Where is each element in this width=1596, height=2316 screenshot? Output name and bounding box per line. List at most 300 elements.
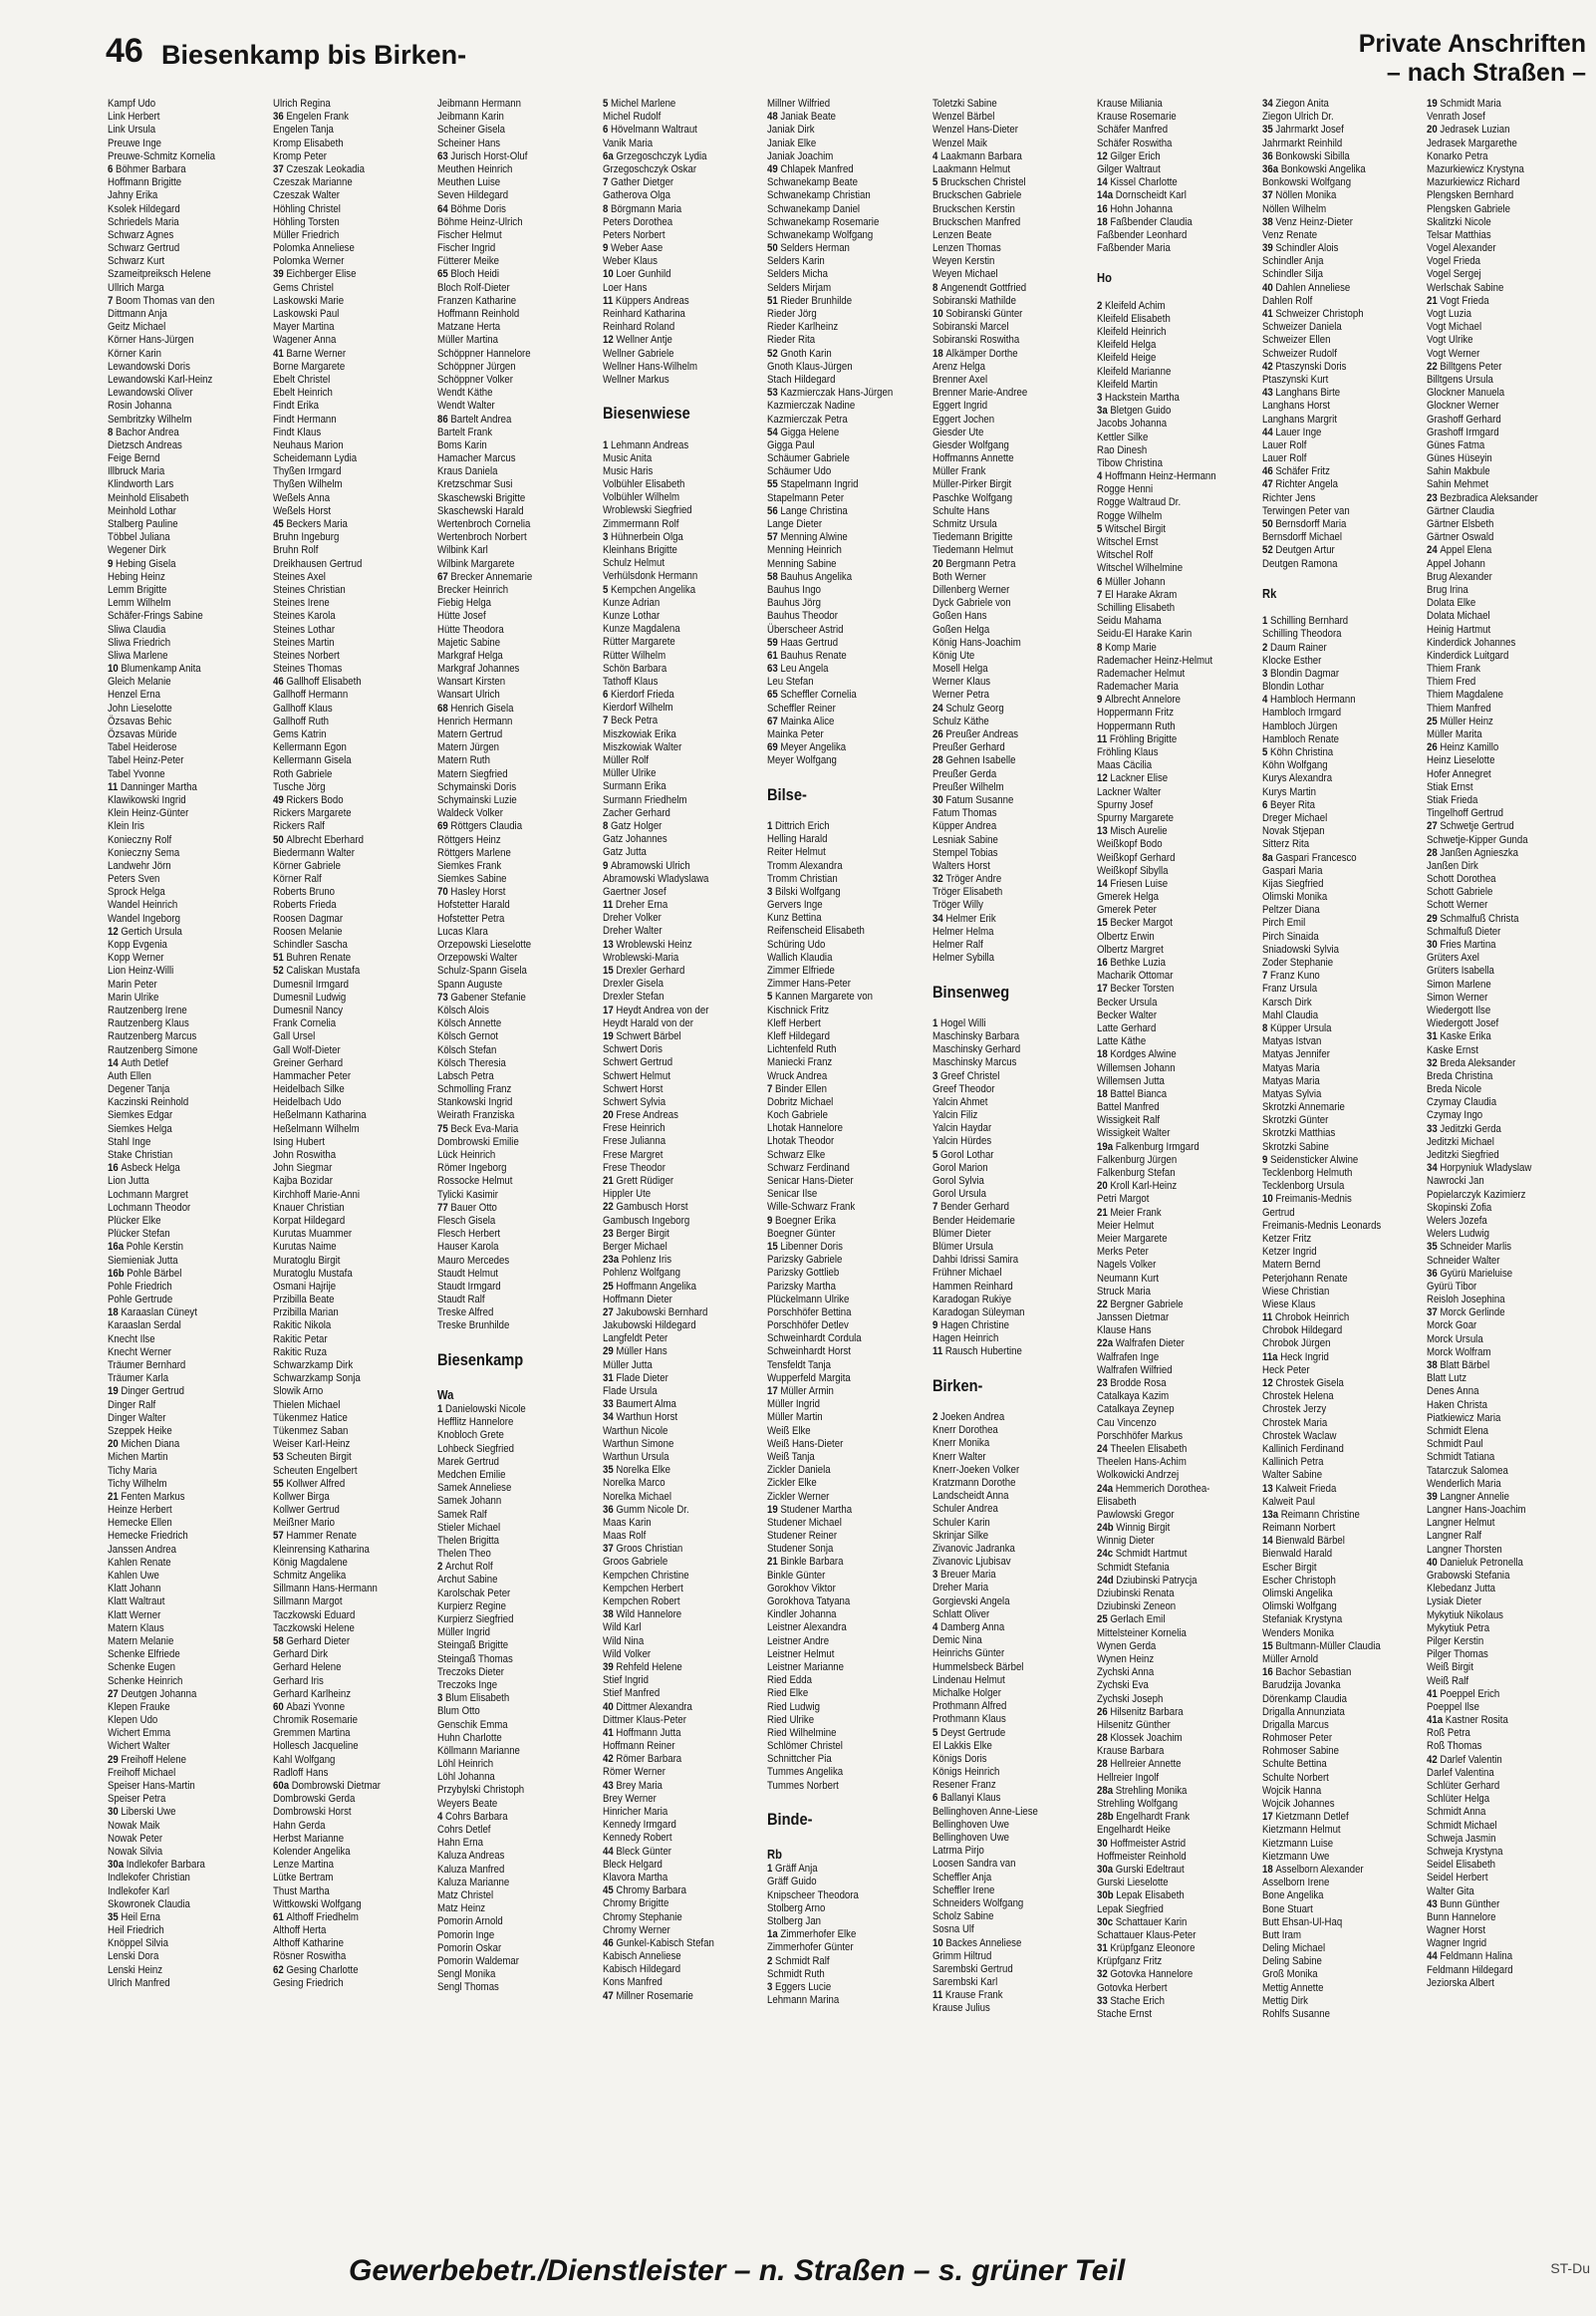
directory-entry: Genschik Emma [437,1718,508,1731]
directory-entry: Deling Michael [1261,1942,1325,1955]
directory-entry: Taczkowski Helene [272,1621,355,1634]
directory-entry: Herbst Marianne [272,1832,344,1845]
directory-entry: Janiak Elke [767,137,817,149]
directory-entry: Catalkaya Kazim [1097,1390,1170,1403]
directory-entry: 30c Schattauer Karin [1097,1915,1188,1928]
directory-entry: Plücker Stefan [108,1228,170,1241]
directory-entry: Engelhardt Heike [1097,1824,1171,1837]
directory-entry: Hammen Reinhard [931,1280,1013,1293]
directory-entry: Weißkopf Bodo [1097,838,1163,851]
directory-entry: 10 Blumenkamp Anita [108,663,201,676]
directory-entry: Matern Jürgen [437,741,500,754]
directory-entry: Brey Werner [602,1792,657,1805]
directory-entry: Dreher Maria [931,1582,988,1594]
directory-entry: Schweizer Rudolf [1261,347,1337,360]
directory-entry: Römer Werner [602,1766,665,1779]
directory-entry: Grabowski Stefania [1427,1570,1510,1582]
directory-entry: Schäumer Gabriele [767,452,850,465]
directory-entry: Illbruck Maria [108,465,165,478]
directory-entry: Knipscheer Theodora [767,1888,859,1901]
directory-entry: Janiak Dirk [767,124,815,137]
directory-entry: 29 Müller Hans [602,1345,667,1358]
directory-entry: Brug Alexander [1427,570,1492,583]
directory-entry: Radloff Hans [272,1766,328,1779]
directory-entry: Lenzen Beate [931,228,991,241]
directory-entry: Fröhling Klaus [1097,746,1159,758]
directory-entry: Dinger Walter [108,1411,166,1424]
directory-entry: Tiedemann Helmut [931,544,1013,557]
directory-entry: Norelka Marco [602,1477,665,1490]
directory-entry: Mittelsteiner Kornelia [1097,1626,1187,1639]
directory-entry: Bellinghoven Uwe [931,1818,1009,1831]
directory-entry: 40 Danieluk Petronella [1427,1556,1523,1569]
directory-entry: König Ute [931,649,974,662]
directory-entry: 39 Eichberger Elise [272,268,356,281]
directory-entry: Michalke Holger [931,1686,1001,1699]
directory-entry: Sengl Thomas [437,1981,499,1994]
directory-entry: Music Haris [602,464,653,477]
directory-entry: Hollesch Jacqueline [272,1740,359,1753]
directory-entry: Konieczny Rolf [108,833,172,846]
directory-entry: Schott Gabriele [1427,886,1493,899]
directory-entry [1262,602,1404,615]
directory-entry: Gervers Inge [767,899,823,912]
directory-entry: Kahl Wolfgang [272,1753,335,1766]
directory-entry: Przibilla Beate [272,1294,335,1306]
directory-entry: 9 Abramowski Ulrich [602,859,690,872]
directory-entry: Kollwer Gertrud [272,1504,340,1517]
directory-entry: Sillmann Hans-Hermann [272,1583,378,1595]
directory-entry: Sitterz Rita [1261,838,1309,851]
directory-entry: Kolender Angelika [272,1845,351,1858]
directory-entry: Chromy Stephanie [602,1910,682,1923]
directory-entry: Tummes Angelika [767,1766,844,1779]
directory-entry: Abramowski Wladyslawa [602,872,708,885]
directory-entry: 50 Bernsdorff Maria [1261,518,1346,530]
directory-entry: 5 Bruckschen Christel [931,176,1026,189]
directory-entry: Mettig Dirk [1261,1994,1308,2007]
section-title-line-1: Private Anschriften [1358,30,1586,58]
directory-entry: Klepen Frauke [108,1700,170,1713]
directory-entry: Schmolling Franz [437,1083,512,1096]
directory-entry: Schmitz Ursula [931,518,997,530]
directory-entry: Knobloch Grete [437,1429,504,1442]
directory-entry: Gnoth Klaus-Jürgen [767,360,853,373]
directory-entry: Skaschewski Harald [437,504,524,517]
directory-entry: Dombrowski Gerda [272,1793,355,1806]
directory-entry: 26 Heinz Kamillo [1427,741,1499,754]
directory-entry: 7 Boom Thomas van den [108,294,215,307]
directory-entry: Heßelmann Wilhelm [272,1122,360,1135]
directory-column [1097,98,1238,2212]
directory-entry: Willemsen Jutta [1097,1074,1165,1087]
directory-entry: Steines Norbert [272,649,340,662]
directory-entry: Peters Dorothea [602,215,672,228]
directory-entry: 15 Bultmann-Müller Claudia [1261,1639,1381,1652]
directory-entry: Borne Margarete [272,360,345,373]
directory-entry: 12 Gertich Ursula [108,925,182,938]
directory-entry: Körner Karin [108,347,162,360]
directory-entry: 40 Dahlen Anneliese [1261,281,1350,294]
directory-entry: 39 Rehfeld Helene [602,1660,682,1673]
directory-entry: Tichy Maria [108,1464,157,1477]
directory-entry: Hebing Heinz [108,570,165,583]
directory-entry: Schott Dorothea [1427,873,1496,886]
directory-entry: Sniadowski Sylvia [1261,943,1339,956]
directory-entry: Seidel Elisabeth [1427,1859,1496,1872]
directory-entry: Körner Ralf [272,873,322,886]
directory-entry: Schwarz Ferdinand [767,1161,850,1174]
directory-entry: Cohrs Detlef [437,1824,491,1836]
directory-entry: Kennedy Irmgard [602,1819,676,1832]
directory-entry: Pomorin Waldemar [437,1954,519,1967]
directory-column [273,98,414,2212]
directory-entry: 24b Winnig Birgit [1097,1522,1171,1535]
directory-entry: 36 Bonkowski Sibilla [1261,149,1350,162]
directory-entry: 20 Frese Andreas [602,1109,678,1122]
directory-entry: 23 Brodde Rosa [1097,1377,1167,1389]
directory-entry: Dillenberg Werner [931,583,1009,596]
directory-entry: Landwehr Jörn [108,859,171,872]
directory-entry: Mykytiuk Nikolaus [1427,1608,1503,1621]
directory-entry: 14 Bienwald Bärbel [1261,1535,1345,1548]
directory-entry: Speiser Hans-Martin [108,1780,195,1792]
directory-entry: Stake Christian [108,1149,173,1161]
directory-entry: Thiem Magdalene [1427,689,1504,702]
directory-entry: Miszkowiak Walter [602,740,681,753]
directory-entry: 62 Gesing Charlotte [272,1963,359,1976]
directory-entry [437,1372,579,1385]
directory-entry: Schenke Eugen [108,1661,175,1674]
directory-entry: Sarembski Gertrud [931,1962,1013,1975]
directory-entry: 2 Schmidt Ralf [767,1954,830,1967]
directory-entry: 22 Bergner Gabriele [1097,1298,1184,1310]
directory-entry: Matern Melanie [108,1634,174,1647]
directory-entry: Kurutas Naime [272,1241,337,1254]
directory-entry: Zickler Werner [767,1490,830,1503]
directory-entry: Dittmer Klaus-Peter [602,1713,686,1726]
directory-entry: Günes Hüseyin [1427,452,1492,465]
directory-entry: Flesch Gisela [437,1214,496,1227]
directory-entry: Schäfer Manfred [1097,124,1169,137]
directory-entry: Boegner Günter [767,1227,836,1240]
directory-entry: Hemecke Friedrich [108,1530,188,1543]
directory-entry: Archut Sabine [437,1574,498,1587]
directory-entry: 33 Stache Erich [1097,1994,1165,2007]
directory-entry: Loosen Sandra van [931,1858,1015,1871]
directory-entry: 3 Hackstein Martha [1097,391,1180,404]
directory-entry: Weyen Michael [931,268,998,281]
directory-entry: 11 Danninger Martha [108,780,197,793]
directory-entry: Klatt Johann [108,1583,161,1595]
directory-entry: Wichert Emma [108,1727,171,1740]
directory-entry: Rao Dinesh [1097,443,1148,456]
directory-entry: 48 Janiak Beate [767,111,837,124]
directory-entry: 42 Darlef Valentin [1427,1753,1502,1766]
directory-entry: Skrotzki Matthias [1261,1127,1335,1140]
directory-entry: 23 Berger Birgit [602,1227,669,1240]
directory-entry: 4 Hambloch Hermann [1261,694,1356,707]
directory-entry: Sembritzky Wilhelm [108,413,192,426]
directory-entry: Stache Ernst [1097,2008,1153,2020]
directory-entry: 41 Poeppel Erich [1427,1687,1500,1700]
directory-entry: Yalcin Filiz [931,1109,977,1122]
directory-entry: Knerr Monika [931,1437,989,1450]
directory-entry: Walfrafen Wilfried [1097,1363,1173,1376]
street-heading: Birken- [931,1375,982,1395]
directory-entry: Michen Martin [108,1451,168,1464]
directory-entry: Scheffler Reiner [767,702,836,715]
directory-entry: Nowak Peter [108,1832,163,1845]
directory-entry: Lewandowski Oliver [108,387,193,400]
directory-entry: 52 Gnoth Karin [767,347,832,360]
directory-entry: Zickler Elke [767,1477,817,1490]
directory-entry: Preuwe Inge [108,137,162,149]
directory-entry: Theelen Hans-Achim [1097,1456,1187,1469]
directory-entry: Czeszak Marianne [272,176,353,189]
directory-entry: Bernsdorff Michael [1261,531,1342,544]
directory-entry: Witschel Ernst [1097,536,1159,548]
directory-entry: Gems Christel [272,281,334,294]
directory-entry: Matyas Jennifer [1261,1048,1330,1061]
directory-entry: Witschel Rolf [1097,549,1154,562]
directory-entry: Hoffmann Reiner [602,1740,675,1753]
directory-entry: Pawlowski Gregor [1097,1508,1175,1521]
directory-entry: Denes Anna [1427,1385,1479,1398]
directory-entry: Schüring Udo [767,938,826,951]
directory-entry: Mayer Martina [272,321,334,334]
directory-entry: Zychski Joseph [1097,1692,1164,1705]
directory-entry: 29 Freihoff Helene [108,1753,186,1766]
directory-entry: Wynen Gerda [1097,1639,1157,1652]
directory-entry: Faßbender Maria [1097,242,1171,255]
directory-entry: 3 Greef Christel [931,1069,999,1082]
directory-entry: Szameitpreiksch Helene [108,268,211,281]
directory-entry: Becker Walter [1097,1009,1158,1021]
directory-entry: Bartelt Frank [437,426,493,438]
directory-entry: Demic Nina [931,1634,982,1647]
directory-entry: Neuhaus Marion [272,438,344,451]
directory-entry: Lackner Walter [1097,785,1162,798]
directory-entry: Findt Klaus [272,426,321,438]
directory-entry: 7 Beck Petra [602,715,658,727]
directory-entry: Kölsch Stefan [437,1043,497,1056]
directory-entry: Frank Cornelia [272,1017,336,1030]
directory-entry: Venz Renate [1261,228,1317,241]
directory-entry: Parizsky Martha [767,1280,836,1293]
directory-entry: Indlekofer Karl [108,1884,170,1897]
directory-entry: 28b Engelhardt Frank [1097,1811,1191,1824]
directory-entry: Scheiner Hans [437,137,501,149]
directory-entry: Kischnick Fritz [767,1004,830,1016]
directory-entry: Hippler Ute [602,1188,651,1201]
directory-entry: Gotovka Herbert [1097,1981,1168,1994]
directory-entry: Miszkowiak Erika [602,727,676,740]
directory-entry: Falkenburg Jürgen [1097,1153,1178,1166]
directory-entry: Lhotak Theodor [767,1135,835,1148]
directory-entry: 55 Kollwer Alfred [272,1477,345,1490]
directory-entry: Meißner Mario [272,1517,335,1530]
directory-entry: 15 Becker Margot [1097,917,1173,930]
directory-entry: Feige Bernd [108,452,160,465]
directory-entry: Gallhoff Klaus [272,702,333,715]
directory-entry: Zimmer Hans-Peter [767,978,851,991]
directory-entry: Gesing Friedrich [272,1976,344,1989]
directory-entry: Kleifeld Elisabeth [1097,312,1171,325]
directory-entry: Schulz-Spann Gisela [437,965,527,978]
directory-entry: 44 Feldmann Halina [1427,1950,1513,1963]
directory-entry: Haken Christa [1427,1398,1487,1411]
directory-entry: Rohmoser Sabine [1261,1745,1339,1758]
directory-entry: 1 Hogel Willi [931,1016,985,1029]
directory-entry: Walter Sabine [1261,1469,1322,1482]
directory-entry: Kempchen Robert [602,1595,680,1607]
directory-entry: Weyen Kerstin [931,255,994,268]
directory-entry: Werner Petra [931,689,989,702]
directory-entry: Mazurkiewicz Richard [1427,176,1520,189]
directory-entry: 4 Hoffmann Heinz-Hermann [1097,470,1216,483]
directory-entry: Findt Hermann [272,413,337,426]
directory-entry: Matern Bernd [1261,1259,1320,1272]
directory-entry: Hoppermann Fritz [1097,707,1175,720]
directory-entry: Hoffmanns Annette [931,452,1014,465]
directory-entry: Schriedels Maria [108,215,179,228]
directory-entry: Schöppner Hannelore [437,347,531,360]
directory-entry: Heinze Herbert [108,1504,172,1517]
directory-column [767,98,909,2212]
directory-entry: Kaluza Marianne [437,1876,510,1888]
directory-entry: Karolschak Peter [437,1587,511,1599]
directory-entry: Helling Harald [767,833,828,846]
directory-entry: Klavora Martha [602,1871,667,1883]
directory-entry [932,1359,1074,1372]
directory-entry: Schmalfuß Dieter [1427,925,1501,938]
directory-entry: Lochmann Margret [108,1188,188,1201]
directory-entry: Peters Norbert [602,228,665,241]
directory-entry: Polomka Anneliese [272,242,355,255]
directory-entry: 31 Flade Dieter [602,1371,668,1384]
directory-entry: Breda Nicole [1427,1083,1482,1096]
directory-entry: Peterjohann Renate [1261,1272,1348,1285]
directory-entry: Schwanekamp Rosemarie [767,215,880,228]
directory-entry: Gmerek Helga [1097,891,1160,904]
directory-entry: 6a Grzegoschczyk Lydia [602,149,706,162]
directory-entry: 38 Venz Heinz-Dieter [1261,215,1353,228]
directory-entry: 1a Zimmerhofer Elke [767,1928,857,1941]
directory-entry: Özsavas Behic [108,715,172,727]
directory-entry: Kölsch Annette [437,1017,502,1030]
directory-entry: 61 Bauhus Renate [767,649,847,662]
directory-entry: Goßen Hans [931,610,987,623]
directory-entry: Rieder Karlheinz [767,321,839,334]
directory-entry: Treczoks Dieter [437,1665,505,1678]
directory-entry [932,1398,1074,1411]
directory-entry: 29 Schmalfuß Christa [1427,912,1519,925]
directory-entry: 16 Asbeck Helga [108,1162,180,1175]
directory-entry: Gräff Guido [767,1876,817,1888]
directory-entry: Hambloch Renate [1261,732,1339,745]
directory-entry: Klindworth Lars [108,478,174,491]
directory-entry: Simon Marlene [1427,978,1491,991]
directory-entry: Müller Ingrid [767,1398,820,1411]
directory-entry: Biedermann Walter [272,846,355,859]
directory-entry: Römer Ingeborg [437,1162,507,1175]
directory-entry: Krause Miliania [1097,98,1163,110]
directory-entry: 8 Bachor Andrea [108,426,179,438]
directory-entry: Jeditzki Michael [1427,1135,1494,1148]
directory-entry: Röttgers Marlene [437,846,511,859]
directory-entry: Ried Wilhelmine [767,1726,837,1739]
directory-entry: Wandel Heinrich [108,899,178,912]
directory-entry: Tükenmez Hatice [272,1411,348,1424]
scan-mark: ST-Du [1550,2260,1590,2276]
directory-entry: Brenner Marie-Andree [931,387,1027,400]
directory-entry: 16 Hohn Johanna [1097,202,1173,215]
directory-entry: 46 Schäfer Fritz [1261,465,1330,478]
directory-entry: Klawikowski Ingrid [108,793,186,806]
directory-entry: 8 Börgmann Maria [602,202,681,215]
directory-entry: Roberts Frieda [272,899,337,912]
directory-entry: Kleifeld Heige [1097,352,1157,365]
directory-entry: 73 Gabener Stefanie [437,991,526,1004]
directory-entry [932,1005,1074,1017]
directory-entry: Kleinhans Brigitte [602,544,677,556]
directory-entry: Porschhöfer Markus [1097,1429,1184,1442]
directory-entry: Leistner Andre [767,1634,830,1647]
directory-entry: Reimann Norbert [1261,1522,1335,1535]
directory-entry: Laskowski Marie [272,294,344,307]
directory-entry: Schilling Elisabeth [1097,601,1176,614]
directory-entry: König Magdalene [272,1556,348,1569]
directory-entry: Cau Vincenzo [1097,1416,1157,1429]
directory-entry: Hellreier Ingolf [1097,1771,1160,1784]
directory-entry: Kaluza Andreas [437,1850,505,1863]
directory-entry: Frese Margret [602,1148,663,1161]
directory-entry: Frese Heinrich [602,1122,665,1135]
directory-entry: Leistner Helmut [767,1647,835,1660]
directory-entry: Helmer Sybilla [931,952,994,965]
directory-column [108,98,249,2212]
directory-entry: 45 Beckers Maria [272,518,348,530]
directory-entry: 37 Nöllen Monika [1261,189,1336,202]
directory-entry: 41 Hoffmann Jutta [602,1726,680,1739]
directory-entry: Samek Anneliese [437,1482,512,1495]
directory-entry: Rieder Jörg [767,308,817,320]
directory-entry: Schlatt Oliver [931,1607,989,1620]
directory-entry: 8 Küpper Ursula [1261,1021,1332,1034]
directory-entry: Schulz Helmut [602,557,665,570]
directory-entry: 9 Hagen Christine [931,1319,1009,1332]
directory-entry: Maschinsky Marcus [931,1056,1016,1069]
directory-entry: Schattauer Klaus-Peter [1097,1928,1197,1941]
directory-columns [108,98,1592,2212]
directory-entry: Chrostek Maria [1261,1416,1327,1429]
directory-entry: 86 Bartelt Andrea [437,413,512,426]
directory-entry: Medchen Emilie [437,1468,506,1481]
directory-entry: Kellermann Gisela [272,754,352,767]
directory-entry: Schilling Theodora [1261,628,1342,641]
directory-entry: 26 Hilsenitz Barbara [1097,1705,1184,1718]
directory-entry: Kettler Silke [1097,431,1149,443]
directory-entry: Gerhard Helene [272,1661,341,1674]
directory-entry: Vogt Luzia [1427,308,1471,320]
directory-entry: 14 Auth Detlef [108,1056,168,1069]
directory-entry: Elisabeth [1097,1495,1137,1508]
directory-entry: Kunz Bettina [767,912,822,925]
directory-entry: Skrinjar Silke [931,1529,988,1542]
directory-entry: Knöppel Silvia [108,1937,168,1950]
directory-entry: Schweja Krystyna [1427,1845,1503,1858]
